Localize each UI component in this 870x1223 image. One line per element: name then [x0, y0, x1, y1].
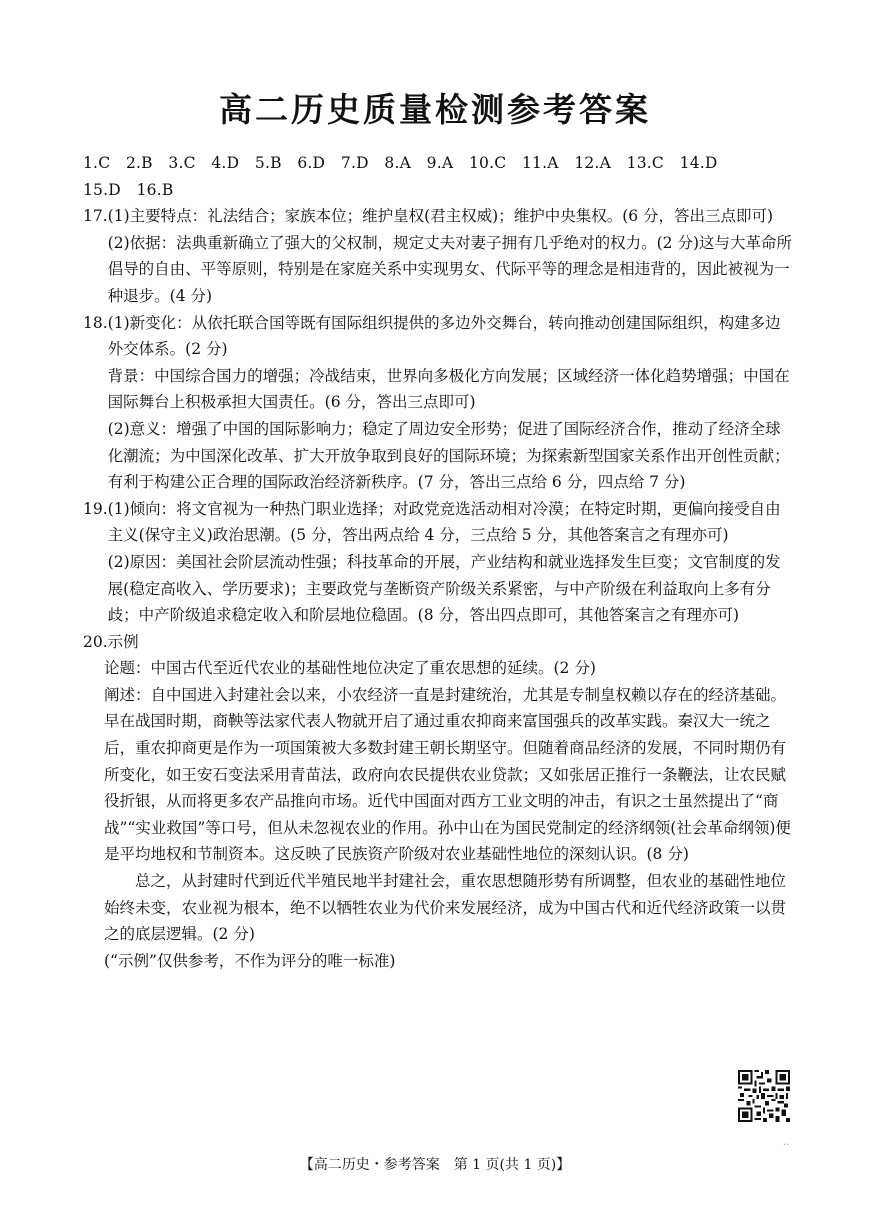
- question-19: [83, 496, 795, 629]
- q20-exposition: 阐述：自中国进入封建社会以来，小农经济一直是封建统治，尤其是专制皇权赖以存在的经济基础。早在战国时期，商鞅等法家代表人物就开启了通过重农抑商来富国强兵的改革实践。秦汉大一统之后，重农抑商更是作为一项国策被大多数封建王朝长期坚守。但随着商品经济的发展，不同时期仍有所变化，如王安石变法采用青苗法，政府向农民提供农业贷款；又如张居正推行一条鞭法，让农民赋役折银，从而将更多农产品推向市场。近代中国面对西方工业文明的冲击，有识之士虽然提出了“商战”“实业救国”等口号，但从未忽视农业的作用。孙中山在为国民党制定的经济纲领(社会革命纲领)便是平均地权和节制资本。这反映了民族资产阶级对农业基础性地位的深刻认识。(8 分): [104, 685, 791, 864]
- question-number: 20.: [83, 632, 108, 651]
- q17-part-1: (1)主要特点：礼法结合；家族本位；维护皇权(君主权威)；维护中央集权。(6 分，答出三点即可): [107, 207, 774, 226]
- q20-summary: 总之，从封建时代到近代半殖民地半封建社会，重农思想随形势有所调整，但农业的基础性地位始终未变，农业视为根本，绝不以牺牲农业为代价来发展经济，成为中国古代和近代经济政策一以贯之的底层逻辑。(2 分): [104, 872, 787, 944]
- q20-thesis: 论题：中国古代至近代农业的基础性地位决定了重农思想的延续。(2 分): [104, 659, 596, 678]
- question-number: 19.: [83, 499, 108, 518]
- question-20: [83, 629, 795, 656]
- q20-note: (“示例”仅供参考，不作为评分的唯一标准): [104, 951, 396, 970]
- page-footer: 【高二历史・参考答案 第 1 页(共 1 页)】: [299, 1157, 571, 1173]
- question-17: [83, 203, 795, 309]
- q19-part-2: (2)原因：美国社会阶层流动性强；科技革命的开展，产业结构和就业选择发生巨变；文官制度的发展(稳定高收入、学历要求)；主要政党与垄断资产阶级关系紧密，与中产阶级在利益取向上多有分歧；中产阶级追求稳定收入和阶层地位稳固。(8 分，答出四点即可，其他答案言之有理亦可): [107, 552, 781, 625]
- qr-code-icon: [738, 1070, 790, 1122]
- question-18: [83, 310, 795, 496]
- choice-answers-line-2: 15.D 16.B: [83, 180, 174, 199]
- q18-part-1: (1)新变化：从依托联合国等既有国际组织提供的多边外交舞台，转向推动创建国际组织，构建多边外交体系。(2 分): [107, 313, 781, 359]
- q19-part-1: (1)倾向：将文官视为一种热门职业选择；对政党竞选活动相对冷漠；在特定时期，更偏向接受自由主义(保守主义)政治思潮。(5 分，答出两点给 4 分，三点给 5 分，其他答案言之有理亦可): [107, 499, 781, 545]
- q17-part-2: (2)依据：法典重新确立了强大的父权制，规定丈夫对妻子拥有几乎绝对的权力。(2 分)这与大革命所倡导的自由、平等原则，特别是在家庭关系中实现男女、代际平等的理念是相违背的，因此被视为一种退步。(4 分): [107, 233, 792, 305]
- choice-answers-line-1: 1.C 2.B 3.C 4.D 5.B 6.D 7.D 8.A 9.A 10.C 11.A 12.A 13.C 14.D: [83, 154, 718, 172]
- corner-mark: ··: [783, 1140, 790, 1151]
- question-20-body: [104, 655, 795, 974]
- q20-heading: 示例: [107, 632, 139, 651]
- q18-part-2: (2)意义：增强了中国的国际影响力；稳定了周边安全形势；促进了国际经济合作，推动了经济全球化潮流；为中国深化改革、扩大开放争取到良好的国际环境；为探索新型国家关系作出开创性贡献；有利于构建公正合理的国际政治经济新秩序。(7 分，答出三点给 6 分，四点给 7 分): [107, 419, 790, 492]
- question-number: 17.: [83, 207, 108, 226]
- q18-background: 背景：中国综合国力的增强；冷战结束，世界向多极化方向发展；区域经济一体化趋势增强；中国在国际舞台上积极承担大国责任。(6 分，答出三点即可): [107, 366, 790, 412]
- question-number: 18.: [83, 313, 108, 332]
- answer-content: [83, 150, 795, 974]
- page-title: 高二历史质量检测参考答案: [219, 90, 651, 129]
